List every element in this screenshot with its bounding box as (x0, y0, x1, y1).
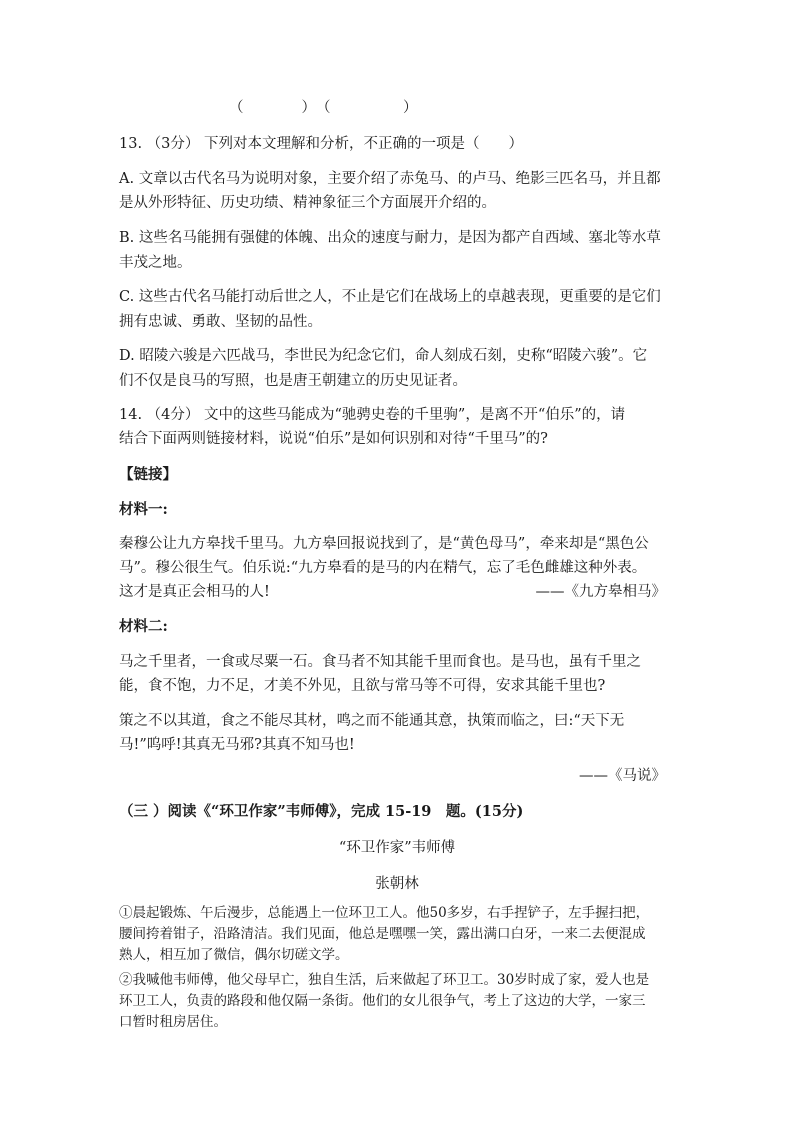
option-c-line-2: 拥有忠诚、勇敢、坚韧的品性。 (119, 314, 322, 330)
material-2-source: ——《马说》 (579, 768, 666, 784)
section-3-heading: （三 ）阅读《“环卫作家”韦师傅》，完成 15-19 题。(15分) (119, 803, 524, 820)
option-a-line-1: A. 文章以古代名马为说明对象，主要介绍了赤兔马、的卢马、绝影三匹名马，并且都 (119, 171, 661, 187)
paragraph-1-line-1: ①晨起锻炼、午后漫步，总能遇上一位环卫工人。他50多岁，右手捏铲子，左手握扫把， (119, 905, 650, 921)
material-1-line-3: 这才是真正会相马的人! (119, 584, 270, 600)
paragraph-1-line-2: 腰间挎着钳子，沿路清洁。我们见面，他总是嘿嘿一笑，露出满口白牙，一来二去便混成 (119, 926, 646, 942)
paragraph-1-line-3: 熟人，相互加了微信，偶尔切磋文学。 (119, 947, 349, 963)
material-2-line-2: 能，食不饱，力不足，才美不外见，且欲与常马等不可得，安求其能千里也? (119, 678, 606, 694)
material-1-line-1: 秦穆公让九方皋找千里马。九方皋回报说找到了，是“黄色母马”，牵来却是“黑色公 (119, 536, 649, 552)
option-a-line-2: 是从外形特征、历史功绩、精神象征三个方面展开介绍的。 (119, 195, 496, 211)
option-d-line-1: D. 昭陵六骏是六匹战马，李世民为纪念它们，命人刻成石刻，史称“昭陵六骏”。它 (119, 348, 648, 364)
link-label: 【链接】 (119, 466, 177, 483)
paragraph-2-line-1: ②我喊他韦师傅，他父母早亡，独自生活，后来做起了环卫工。30岁时成了家，爱人也是 (119, 972, 650, 988)
article-title: “环卫作家”韦师傅 (338, 840, 456, 856)
question-13-stem: 13. （3分） 下列对本文理解和分析，不正确的一项是（ ） (119, 136, 524, 152)
material-1-line-2: 马”。穆公很生气。伯乐说:“九方皋看的是马的内在精气，忘了毛色雌雄这种外表。 (119, 560, 647, 576)
question-14-stem-line-1: 14. （4分） 文中的这些马能成为“驰骋史卷的千里驹”，是离不开“伯乐”的，请 (119, 407, 626, 423)
material-1-source: ——《九方皋相马》 (535, 584, 666, 600)
material-2-title: 材料二: (119, 618, 168, 635)
material-2-line-1: 马之千里者，一食或尽粟一石。食马者不知其能千里而食也。是马也，虽有千里之 (119, 654, 641, 670)
paragraph-2-line-2: 环卫工人，负责的路段和他仅隔一条街。他们的女儿很争气，考上了这边的大学，一家三 (119, 993, 646, 1009)
option-b-line-2: 丰茂之地。 (119, 255, 192, 271)
answer-blanks: （ ） （ ） (229, 100, 418, 116)
paragraph-2-line-3: 口暂时租房居住。 (119, 1014, 227, 1030)
option-b-line-1: B. 这些名马能拥有强健的体魄、出众的速度与耐力，是因为都产自西域、塞北等水草 (119, 230, 661, 246)
option-d-line-2: 们不仅是良马的写照，也是唐王朝建立的历史见证者。 (119, 373, 467, 389)
option-c-line-1: C. 这些古代名马能打动后世之人，不止是它们在战场上的卓越表现，更重要的是它们 (119, 289, 661, 305)
material-1-title: 材料一: (119, 501, 168, 518)
material-2-line-4: 马!”呜呼!其真无马邪?其真不知马也! (119, 737, 355, 753)
question-14-stem-line-2: 结合下面两则链接材料，说说“伯乐”是如何识别和对待“千里马”的? (119, 431, 548, 447)
material-2-line-3: 策之不以其道，食之不能尽其材，鸣之而不能通其意，执策而临之，曰:“天下无 (119, 713, 625, 729)
article-author: 张朝林 (375, 876, 419, 892)
